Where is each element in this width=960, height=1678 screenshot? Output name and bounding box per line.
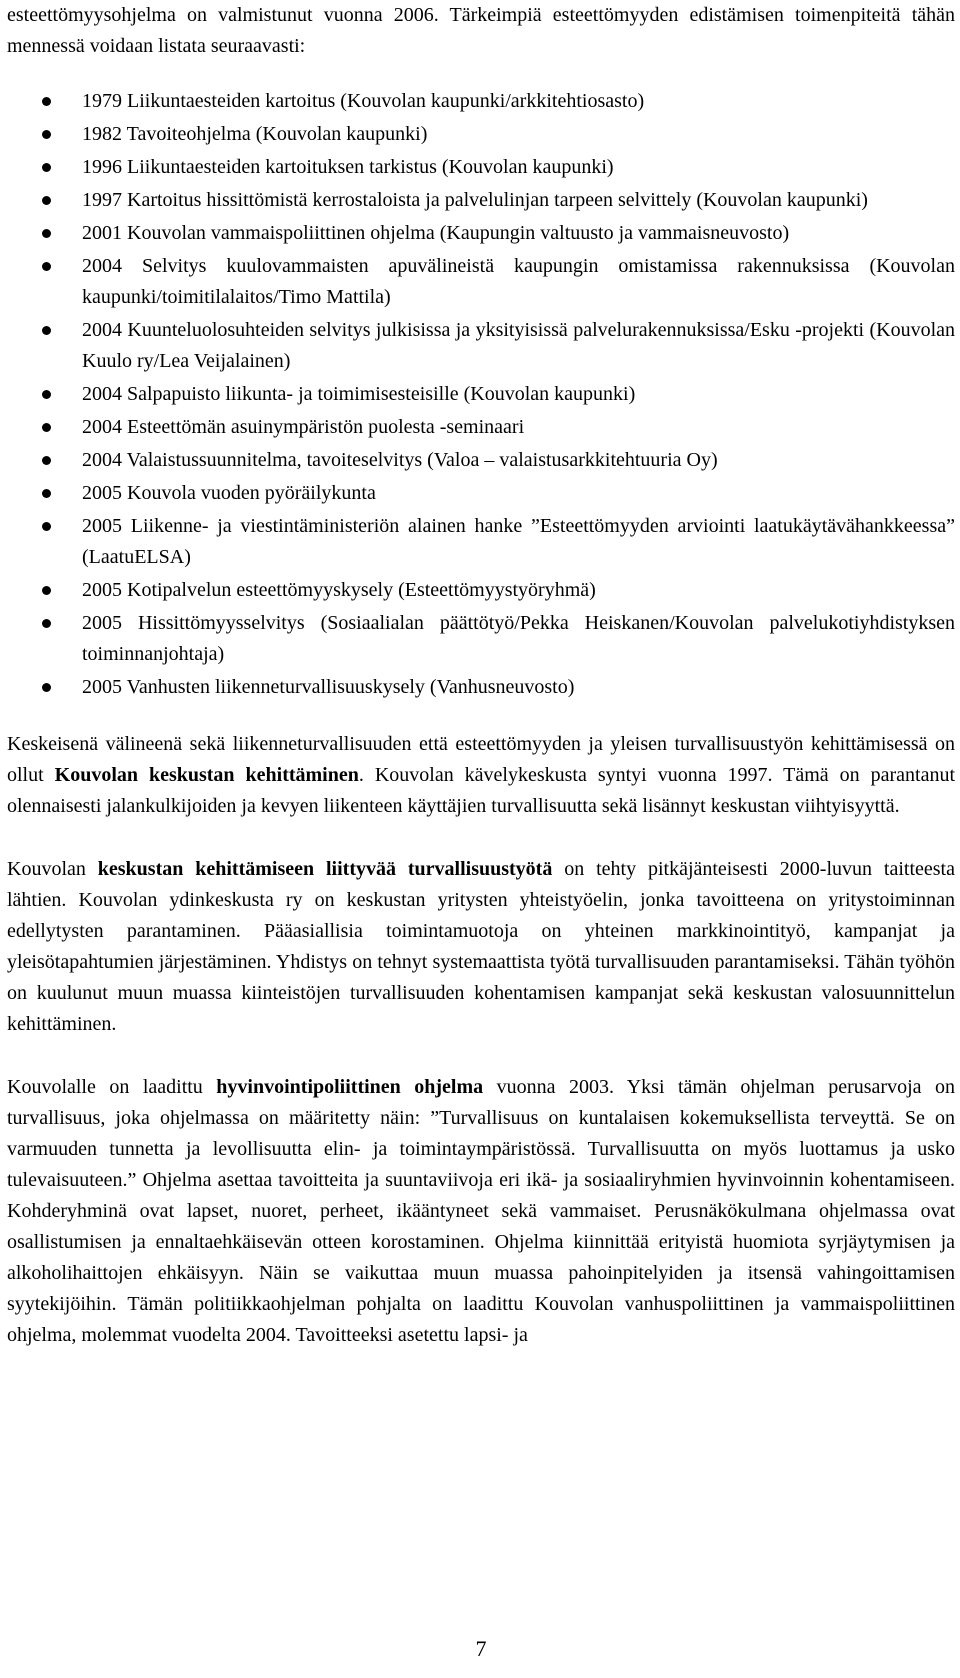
list-item-text: 1996 Liikuntaesteiden kartoituksen tarkistus (Kouvolan kaupunki) [82,156,614,178]
bullet-icon [42,586,51,595]
paragraph-text: Keskeisenä välineenä sekä liikenneturvallisuuden että esteettömyyden ja yleisen turvallisuustyön kehittämisessä on ollut [7,733,955,786]
bullet-icon [42,619,51,628]
measures-list [7,86,955,703]
paragraph-text: Kouvolalle on laadittu [7,1076,217,1098]
bullet-icon [42,522,51,531]
list-item-text: 2004 Esteettömän asuinympäristön puolesta -seminaari [82,416,525,438]
list-item-text: 2005 Kouvola vuoden pyöräilykunta [82,482,376,504]
list-item-text: 2005 Liikenne- ja viestintäministeriön alainen hanke ”Esteettömyyden arviointi laatukäytävähankkeessa” (LaatuELSA) [82,515,955,568]
list-item [7,511,955,573]
list-item [7,412,955,443]
bullet-icon [42,163,51,172]
list-item-text: 2004 Salpapuisto liikunta- ja toimimisesteisille (Kouvolan kaupunki) [82,383,636,405]
list-item [7,379,955,410]
list-item [7,575,955,606]
list-item [7,119,955,150]
bullet-icon [42,326,51,335]
bullet-icon [42,456,51,465]
bullet-icon [42,196,51,205]
list-item-text: 2004 Selvitys kuulovammaisten apuvälineistä kaupungin omistamissa rakennuksissa (Kouvolan kaupunki/toimitilalaitos/Timo Mattila) [82,255,955,308]
bold-phrase: Kouvolan keskustan kehittäminen [54,764,359,786]
list-item [7,86,955,117]
list-item-text: 2004 Kuunteluolosuhteiden selvitys julkisissa ja yksityisissä palvelurakennuksissa/Esku -projekti (Kouvolan Kuulo ry/Lea Veijalainen) [82,319,955,372]
bullet-icon [42,489,51,498]
paragraph-city-center-development [7,729,955,822]
bullet-icon [42,130,51,139]
list-item [7,478,955,509]
bullet-icon [42,390,51,399]
paragraph-welfare-program [7,1072,955,1351]
list-item-text: 2005 Hissittömyysselvitys (Sosiaalialan päättötyö/Pekka Heiskanen/Kouvolan palvelukotiyhdistyksen toiminnanjohtaja) [82,612,955,665]
bullet-icon [42,97,51,106]
bold-phrase: keskustan kehittämiseen liittyvää turvallisuustyötä [97,858,553,880]
list-item-text: 2005 Kotipalvelun esteettömyyskysely (Esteettömyystyöryhmä) [82,579,596,601]
paragraph-text: . Kouvolan kävelykeskusta syntyi vuonna 1997. Tämä on parantanut olennaisesti jalankulkijoiden ja kevyen liikenteen käyttäjien turvallisuutta sekä lisännyt keskustan viihtyisyyttä. [7,764,955,817]
list-item-text: 1997 Kartoitus hissittömistä kerrostaloista ja palvelulinjan tarpeen selvittely (Kouvolan kaupunki) [82,189,868,211]
paragraph-text: vuonna 2003. Yksi tämän ohjelman perusarvoja on turvallisuus, joka ohjelmassa on määritetty näin: ”Turvallisuus on kuntalaisen kokemuksellista terveyttä. Se on varmuuden tunnetta ja levollisuutta elin- ja toimintaympäristössä. Turvallisuutta on myös luottamus ja usko tulevaisuuteen.” Ohjelma asettaa tavoitteita ja suuntaviivoja eri ikä- ja sosiaaliryhmien hyvinvoinnin kohentamiseen. Kohderyhminä ovat lapset, nuoret, perheet, ikääntyneet sekä vammaiset. Perusnäkökulmana ohjelmassa ovat osallistumisen ja ennaltaehkäisevän otteen korostaminen. Ohjelma kiinnittää erityistä huomiota syrjäytymisen ja alkoholihaittojen ehkäisyyn. Näin se vaikuttaa muun muassa pahoinpitelyiden ja itsensä vahingoittamisen syytekijöihin. Tämän politiikkaohjelman pohjalta on laadittu Kouvolan vanhuspoliittinen ja vammaispoliittinen ohjelma, molemmat vuodelta 2004. Tavoitteeksi asetettu lapsi- ja [7,1076,956,1346]
list-item [7,152,955,183]
paragraph-text: Kouvolan [7,858,98,880]
list-item [7,251,955,313]
bold-phrase: hyvinvointipoliittinen ohjelma [216,1076,484,1098]
bullet-icon [42,423,51,432]
bullet-icon [42,262,51,271]
list-item-text: 2005 Vanhusten liikenneturvallisuuskysely (Vanhusneuvosto) [82,676,575,698]
document-page [7,0,955,1678]
page-number: 7 [475,1636,487,1661]
paragraph-safety-work [7,854,955,1040]
list-item [7,608,955,670]
bullet-icon [42,229,51,238]
list-item-text: 2001 Kouvolan vammaispoliittinen ohjelma (Kaupungin valtuusto ja vammaisneuvosto) [82,222,790,244]
paragraph-text: on tehty pitkäjänteisesti 2000-luvun taitteesta lähtien. Kouvolan ydinkeskusta ry on keskustan yritysten yhteistyöelin, jonka tavoitteena on yritystoiminnan edellytysten parantaminen. Pääasiallisia toimintamuotoja on yhteinen markkinointityö, kampanjat ja yleisötapahtumien järjestäminen. Yhdistys on tehnyt systemaattista työtä turvallisuuden parantamiseksi. Tähän työhön on kuulunut muun muassa kiinteistöjen turvallisuuden kohentamisen kampanjat sekä keskustan valosuunnittelun kehittäminen. [7,858,955,1035]
list-item [7,185,955,216]
list-item [7,218,955,249]
list-item [7,315,955,377]
list-item-text: 1979 Liikuntaesteiden kartoitus (Kouvolan kaupunki/arkkitehtiosasto) [82,90,645,112]
list-item [7,445,955,476]
bullet-icon [42,683,51,692]
list-item-text: 1982 Tavoiteohjelma (Kouvolan kaupunki) [82,123,428,145]
list-item [7,672,955,703]
intro-paragraph: esteettömyysohjelma on valmistunut vuonna 2006. Tärkeimpiä esteettömyyden edistämisen toimenpiteitä tähän mennessä voidaan listata seuraavasti: [7,4,955,57]
list-item-text: 2004 Valaistussuunnitelma, tavoiteselvitys (Valoa – valaistusarkkitehtuuria Oy) [82,449,718,471]
